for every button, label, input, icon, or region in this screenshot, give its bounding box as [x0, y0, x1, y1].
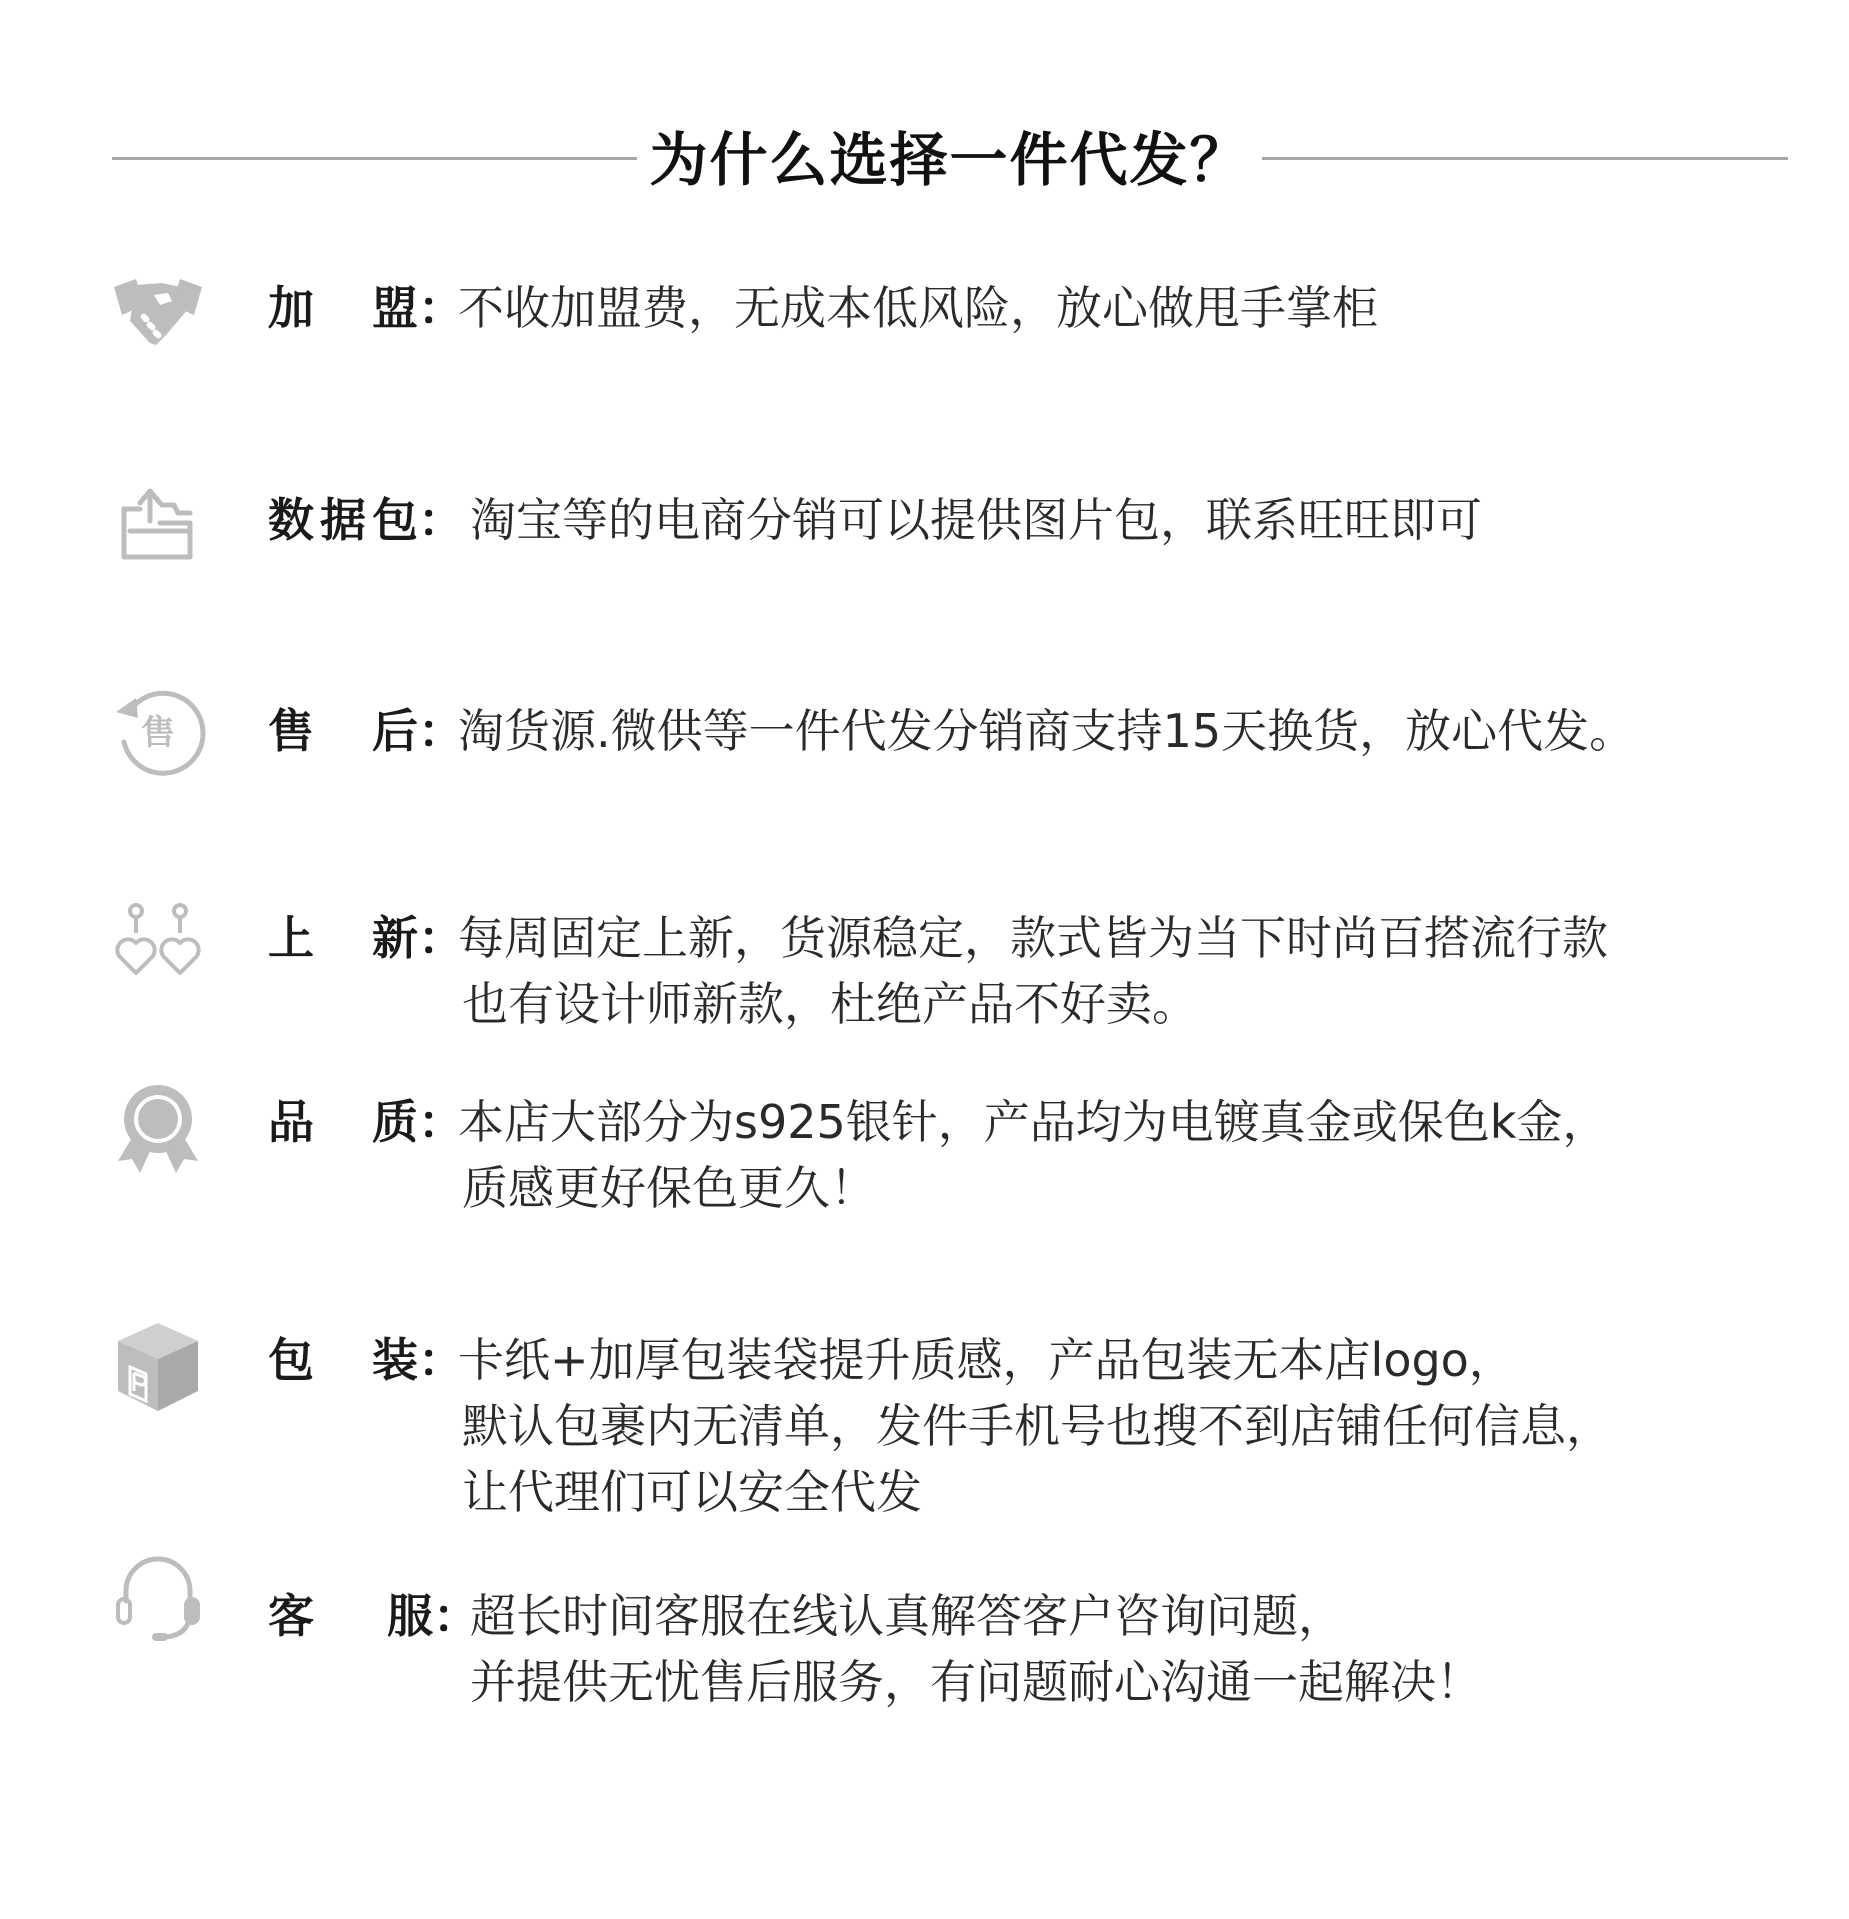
- label-char: 质: [372, 1095, 418, 1149]
- description-line: 让代理们可以安全代发: [462, 1465, 922, 1519]
- after-sales-icon-text: 售: [141, 713, 175, 753]
- feature-label: [268, 1089, 464, 1155]
- feature-label: [268, 275, 464, 341]
- label-colon: ：: [433, 1589, 479, 1643]
- description-line: 默认包裹内无清单，发件手机号也搜不到店铺任何信息，: [462, 1399, 1612, 1453]
- label-char: 新: [372, 911, 418, 965]
- feature-label: [268, 905, 464, 971]
- package-box-icon: [110, 1319, 206, 1415]
- feature-description: [458, 1089, 1788, 1221]
- label-char: 后: [372, 704, 418, 758]
- label-colon: ：: [418, 493, 464, 547]
- feature-label: [268, 1583, 479, 1649]
- feature-description: [470, 1583, 1800, 1715]
- description-line: 超长时间客服在线认真解答客户咨询问题，: [470, 1589, 1344, 1643]
- heart-earrings-icon: [110, 897, 206, 993]
- label-colon: ：: [418, 281, 464, 335]
- label-char: 盟: [372, 281, 418, 335]
- label-colon: ：: [418, 1095, 464, 1149]
- after-sales-icon: [110, 682, 206, 778]
- description-line: 淘宝等的电商分销可以提供图片包，联系旺旺即可: [470, 493, 1482, 547]
- feature-description: [458, 698, 1788, 764]
- label-colon: ：: [418, 704, 464, 758]
- label-char: 品: [268, 1095, 314, 1149]
- feature-label: [268, 1327, 464, 1393]
- label-char: 上: [268, 911, 314, 965]
- description-line: 不收加盟费，无成本低风险，放心做甩手掌柜: [458, 281, 1378, 335]
- feature-description: [470, 487, 1800, 553]
- header-rule-left: [112, 157, 637, 160]
- label-colon: ：: [418, 1333, 464, 1387]
- label-char: 据: [320, 493, 366, 547]
- label-char: 包: [268, 1333, 314, 1387]
- folder-upload-icon: [110, 479, 206, 575]
- description-line: 每周固定上新，货源稳定，款式皆为当下时尚百搭流行款: [458, 911, 1608, 965]
- label-colon: ：: [418, 911, 464, 965]
- description-line: 淘货源.微供等一件代发分销商支持15天换货，放心代发。: [458, 704, 1636, 758]
- label-char: 客: [268, 1589, 314, 1643]
- description-line: 质感更好保色更久！: [462, 1161, 876, 1215]
- feature-label: [268, 487, 464, 553]
- description-line: 并提供无忧售后服务，有问题耐心沟通一起解决！: [470, 1655, 1482, 1709]
- description-line: 也有设计师新款，杜绝产品不好卖。: [462, 977, 1198, 1031]
- feature-description: [458, 275, 1788, 341]
- section-title: 为什么选择一件代发？: [649, 126, 1250, 194]
- header-rule-right: [1262, 157, 1788, 160]
- handshake-icon: [110, 265, 206, 361]
- label-char: 数: [268, 493, 314, 547]
- description-line: 卡纸+加厚包装袋提升质感，产品包装无本店logo，: [458, 1333, 1515, 1387]
- headset-icon: [110, 1551, 206, 1647]
- description-line: 本店大部分为s925银针，产品均为电镀真金或保色k金，: [458, 1095, 1609, 1149]
- label-char: 加: [268, 281, 314, 335]
- label-char: 售: [268, 704, 314, 758]
- label-char: 包: [372, 493, 418, 547]
- label-char: 装: [372, 1333, 418, 1387]
- label-char: 服: [387, 1589, 433, 1643]
- section-header: [0, 120, 1849, 200]
- feature-description: [458, 1327, 1788, 1525]
- award-ribbon-icon: [110, 1081, 206, 1177]
- feature-description: [458, 905, 1788, 1037]
- feature-label: [268, 698, 464, 764]
